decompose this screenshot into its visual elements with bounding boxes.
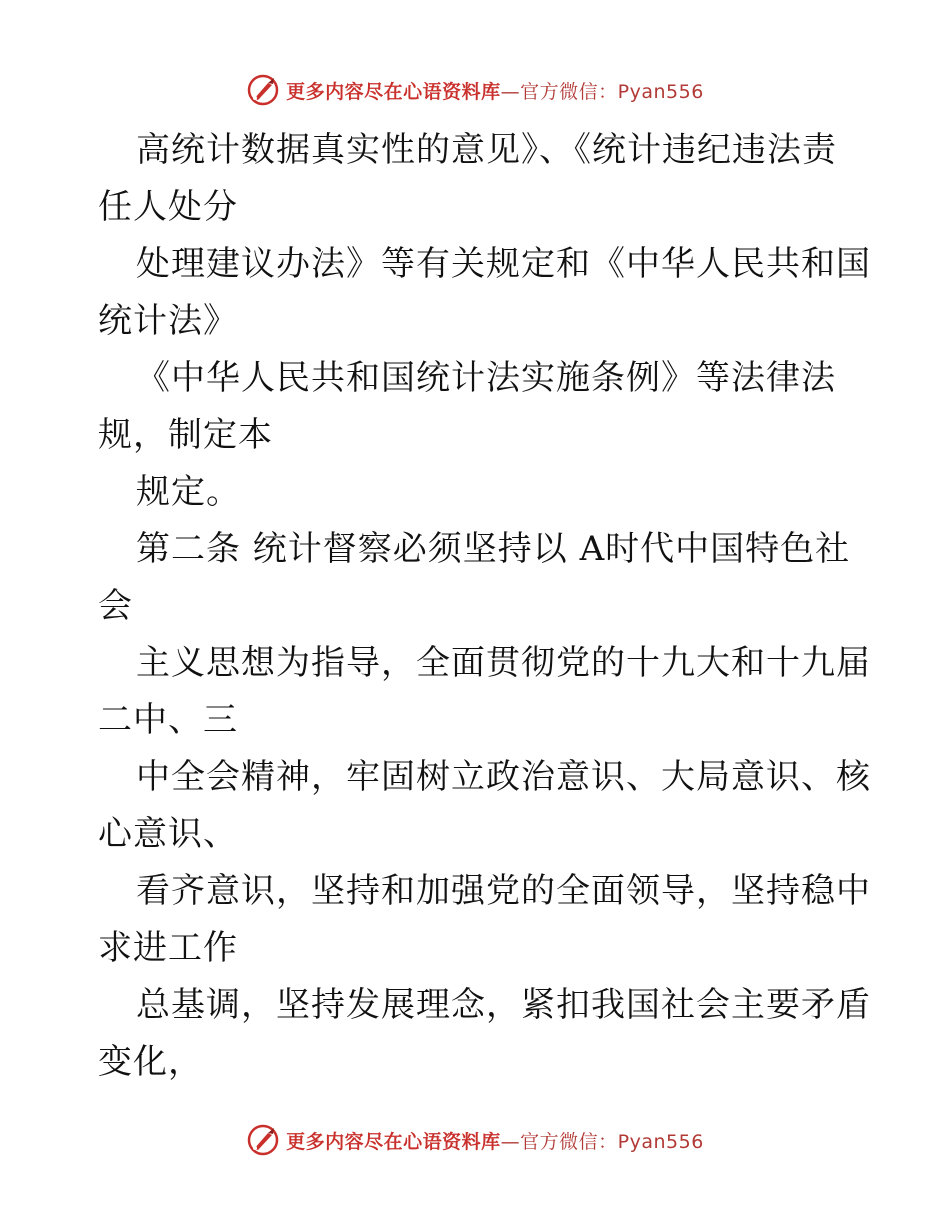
- text-line: 统计法》: [98, 301, 238, 341]
- quill-pen-logo-icon: [246, 1123, 280, 1157]
- text-line: 主义思想为指导，全面贯彻党的十九大和十九届: [136, 643, 871, 683]
- header-watermark-text: [286, 77, 704, 104]
- text-line: 看齐意识，坚持和加强党的全面领导，坚持稳中: [136, 871, 871, 911]
- header-wechat-text: 官方微信：Pyan556: [520, 80, 704, 103]
- text-line: 《中华人民共和国统计法实施条例》等法律法: [136, 358, 836, 398]
- footer-brand-text: 更多内容尽在心语资料库: [286, 1130, 501, 1153]
- text-line: 二中、三: [98, 700, 238, 740]
- header-brand-text: 更多内容尽在心语资料库: [286, 80, 501, 103]
- footer-watermark-inner: [246, 1123, 704, 1157]
- text-line: 任人处分: [98, 187, 238, 227]
- text-line: 求进工作: [98, 928, 238, 968]
- footer-wechat-text: 官方微信：Pyan556: [520, 1130, 704, 1153]
- document-body: [98, 122, 871, 1091]
- text-line: 第二条 统计督察必须坚持以 A时代中国特色社: [136, 529, 851, 569]
- header-watermark: [0, 70, 950, 110]
- text-line: 规，制定本: [98, 415, 273, 455]
- text-line: 高统计数据真实性的意见》、《统计违纪违法责: [136, 130, 837, 170]
- text-line: 处理建议办法》等有关规定和《中华人民共和国: [136, 244, 871, 284]
- text-line: 中全会精神，牢固树立政治意识、大局意识、核: [136, 757, 871, 797]
- footer-separator: —: [500, 1130, 521, 1153]
- text-line: 规定。: [136, 472, 241, 512]
- footer-watermark: [0, 1120, 950, 1160]
- header-watermark-inner: [246, 73, 704, 107]
- quill-pen-logo-icon: [246, 73, 280, 107]
- text-line: 总基调，坚持发展理念，紧扣我国社会主要矛盾: [136, 985, 871, 1025]
- text-line: 心意识、: [98, 814, 238, 854]
- header-separator: —: [500, 80, 521, 103]
- text-line: 会: [98, 586, 133, 626]
- text-line: 变化，: [98, 1042, 203, 1082]
- footer-watermark-text: [286, 1127, 704, 1154]
